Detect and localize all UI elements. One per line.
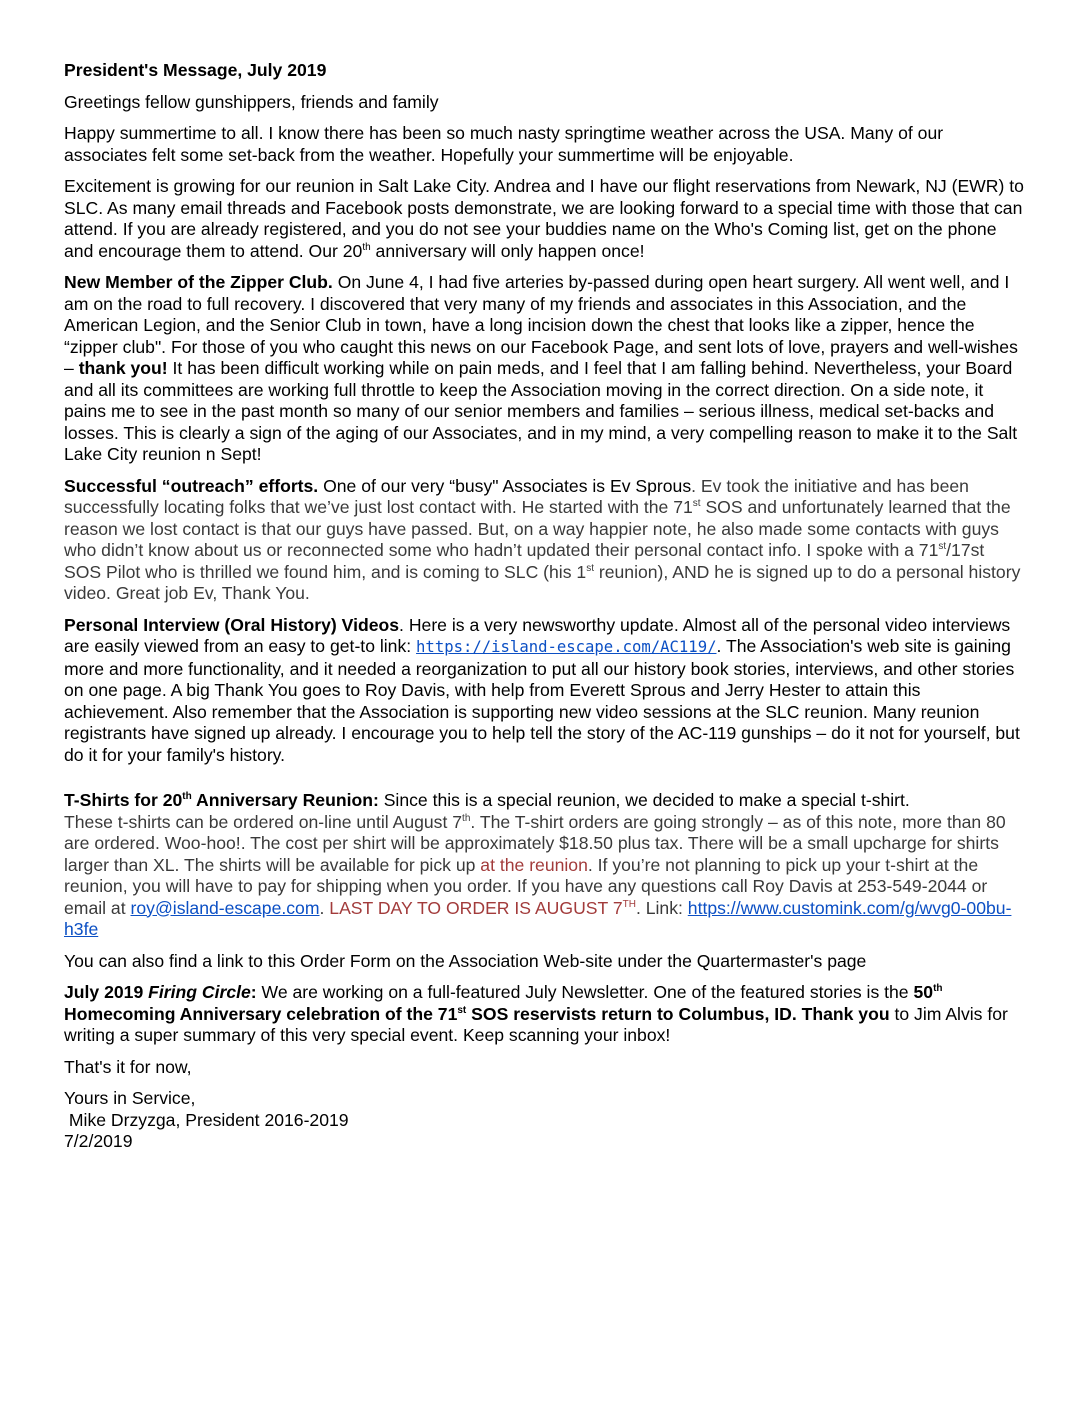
section-heading: July 2019 Firing Circle: (64, 982, 257, 1002)
customink-link[interactable]: https://www.customink.com/g/wvg0-00bu-h3fe (64, 897, 1012, 939)
section-heading: T-Shirts for 20th Anniversary Reunion: (64, 790, 379, 810)
signature-block (64, 1088, 1026, 1153)
greeting: Greetings fellow gunshippers, friends and family (64, 91, 439, 112)
page-title: President's Message, July 2019 (64, 60, 327, 80)
paragraph-zipper-club: New Member of the Zipper Club. On June 4, I had five arteries by-passed during open heart surgery. All went well, and I am on the road to full recovery. I discovered that very many of my friends and associates in this Association, and the American Legion, and the Senior Club in town, have a long incision down the chest that looks like a zipper, hence the “zipper club". For those of you who caught this news on our Facebook Page, and sent lots of love, prayers and well-wishes – thank you! It has been difficult working while on pain meds, and I feel that I am falling behind. Nevertheless, your Board and all its committees are working full throttle to keep the Association moving in the correct direction. On a side note, it pains me to see in the past month so many of our senior members and families – serious illness, medical set-backs and losses. This is clearly a sign of the aging of our Associates, and in my mind, a very compelling reason to make it to the Salt Lake City reunion n Sept! (64, 272, 1018, 464)
paragraph-reunion: Excitement is growing for our reunion in Salt Lake City. Andrea and I have our flight reservations from Newark, NJ (EWR) to SLC. As many email threads and Facebook posts demonstrate, we are looking forward to a special time with those that can attend. If you are already registered, and you do not see your buddies name on the Who's Coming list, get on the phone and encourage them to attend. Our 20th anniversary will only happen once! (64, 176, 1024, 261)
signature-name: Mike Drzyzga, President 2016-2019 (64, 1109, 349, 1130)
letter-date: 7/2/2019 (64, 1131, 133, 1151)
paragraph-oral-history: Personal Interview (Oral History) Videos. Here is a very newsworthy update. Almost all of the personal video interviews are easily viewed from an easy to get-to link: https://island-escape.com/AC119/. The Association's web site is gaining more and more functionality, and it needed a reorganization to put all our history book stories, interviews, and other stories on one page. A big Thank You goes to Roy Davis, with help from Everett Sprous and Jerry Hester to attain this achievement. Also remember that the Association is supporting new video sessions at the SLC reunion. Many reunion registrants have signed up already. I encourage you to help tell the story of the AC-119 gunships – do it not for yourself, but do it for your family's history. (64, 614, 1020, 765)
paragraph-order-form: You can also find a link to this Order Form on the Association Web-site under the Quartermaster's page (64, 950, 867, 971)
ac119-link[interactable]: https://island-escape.com/AC119/ (416, 638, 717, 656)
email-link[interactable]: roy@island-escape.com (130, 897, 320, 918)
section-heading: New Member of the Zipper Club. (64, 272, 333, 292)
closing-line: That's it for now, (64, 1056, 192, 1077)
letter-page (64, 60, 1026, 1153)
paragraph-tshirts: T-Shirts for 20th Anniversary Reunion: Since this is a special reunion, we decided to make a special t-shirt. These t-shirts can be ordered on-line until August 7th. The T-shirt orders are going strongly – as of this note, more than 80 are ordered. Woo-hoo!. The cost per shirt will be approximately $18.50 plus tax. There will be a small upcharge for shirts larger than XL. The shirts will be available for pick up at the reunion. If you’re not planning to pick up your t-shirt at the reunion, you will have to pay for shipping when you order. If you have any questions call Roy Davis at 253-549-2044 or email at roy@island-escape.com. LAST DAY TO ORDER IS AUGUST 7TH. Link: https://www.customink.com/g/wvg0-00bu-h3fe (64, 790, 1012, 939)
paragraph-firing-circle: July 2019 Firing Circle: We are working on a full-featured July Newsletter. One of the featured stories is the 50th Homecoming Anniversary celebration of the 71st SOS reservists return to Columbus, ID. Thank you to Jim Alvis for writing a super summary of this very special event. Keep scanning your inbox! (64, 982, 1008, 1045)
section-heading: Successful “outreach” efforts. (64, 475, 319, 496)
section-heading: Personal Interview (Oral History) Videos (64, 614, 400, 635)
spacer (64, 776, 1026, 790)
signoff: Yours in Service, (64, 1088, 196, 1108)
paragraph-summertime: Happy summertime to all. I know there has been so much nasty springtime weather across the USA. Many of our associates felt some set-back from the weather. Hopefully your summertime will be enjoyable. (64, 123, 944, 165)
paragraph-outreach: Successful “outreach” efforts. One of our very “busy" Associates is Ev Sprous. Ev took the initiative and has been successfully locating folks that we’ve just lost contact with. He started with the 71st SOS and unfortunately learned that the reason we lost contact is that our guys have passed. But, on a way happier note, he also made some contacts with guys who didn’t know about us or reconnected some who hadn’t updated their personal contact info. I spoke with a 71st/17st SOS Pilot who is thrilled we found him, and is coming to SLC (his 1st reunion), AND he is signed up to do a personal history video. Great job Ev, Thank You. (64, 475, 1021, 603)
